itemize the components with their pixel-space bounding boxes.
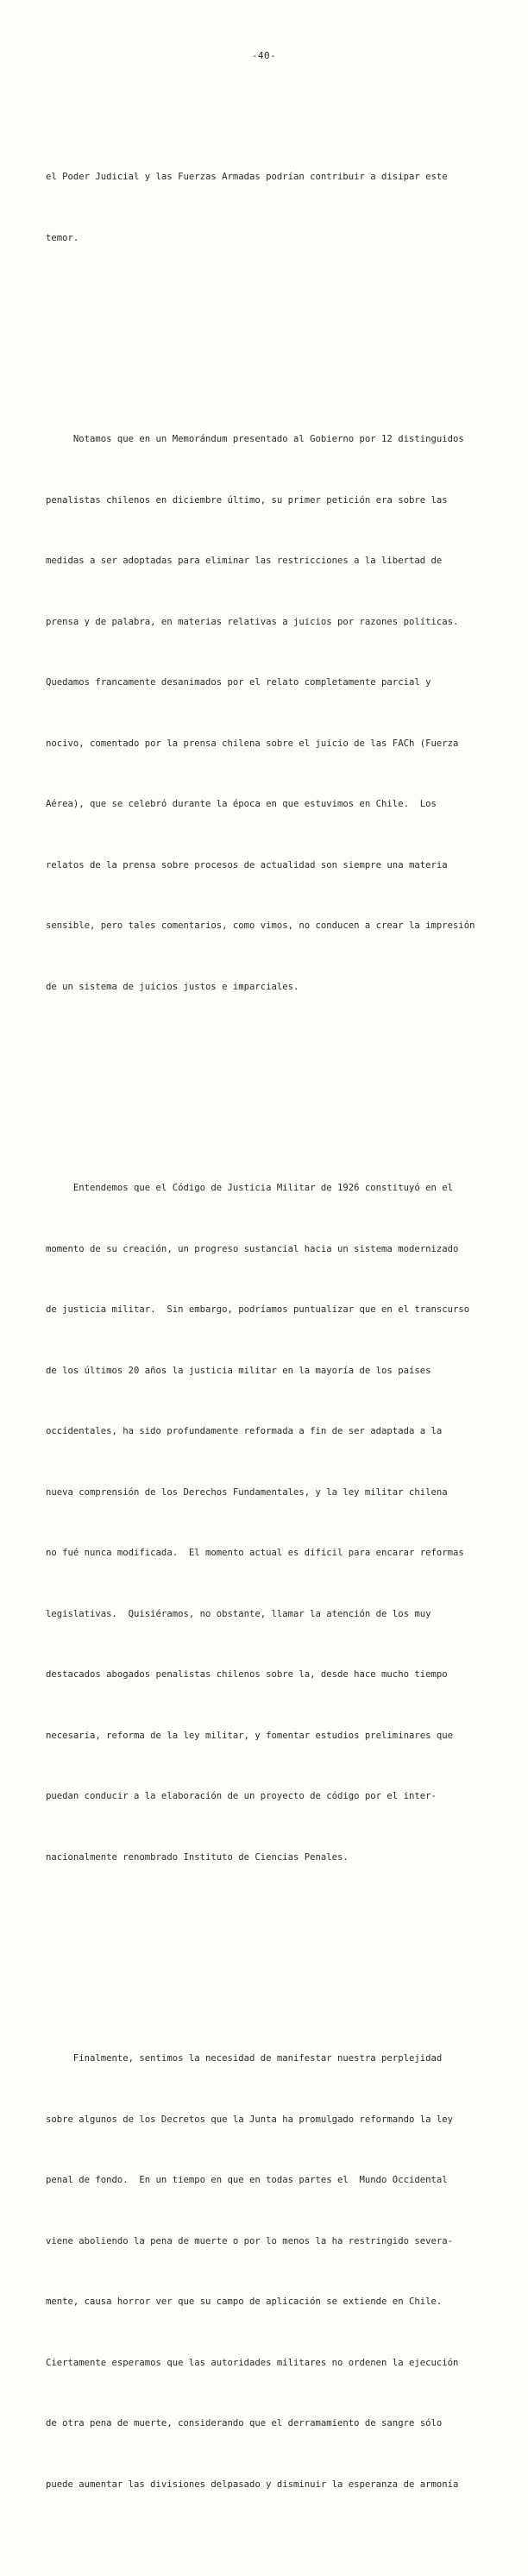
text-line: no fué nunca modificada. El momento actual es difícil para encarar reformas (46, 1548, 464, 1558)
text-line: penal de fondo. En un tiempo en que en todas partes el Mundo Occidental (46, 2175, 448, 2185)
text-line: Ciertamente esperamos que las autoridades militares no ordenen la ejecución (46, 2357, 459, 2368)
text-line: occidentales, ha sido profundamente reformada a fin de ser adaptada a la (46, 1426, 443, 1436)
text-line: Aérea), que se celebró durante la época en que estuvimos en Chile. Los (46, 799, 437, 809)
text-line: nueva comprensión de los Derechos Fundamentales, y la ley militar chilena (46, 1486, 448, 1498)
text-line: el Poder Judicial y las Fuerzas Armadas podrían contribuir a disipar este (46, 172, 448, 182)
text-line: momento de su creación, un progreso sustancial hacia un sistema modernizado (46, 1243, 459, 1254)
text-line: temor. (46, 232, 79, 243)
text-line: necesaria, reforma de la ley militar, y fomentar estudios preliminares que (46, 1730, 453, 1741)
text-line: destacados abogados penalistas chilenos sobre la, desde hace mucho tiempo (46, 1669, 448, 1680)
text-line: prensa y de palabra, en materias relativas a juicios por razones políticas. (46, 616, 459, 627)
text-line: penalistas chilenos en diciembre último, su primer petición era sobre las (46, 494, 448, 506)
text-line: sensible, pero tales comentarios, como vimos, no conducen a crear la impresión (46, 920, 475, 931)
text-line: nocivo, comentado por la prensa chilena sobre el juicio de las FACh (Fuerza (46, 738, 459, 749)
paragraph-4 (46, 2008, 494, 2535)
paragraph-1 (46, 127, 494, 289)
paragraph-2 (46, 389, 494, 1038)
text-line: puede aumentar las divisiones delpasado y disminuir la esperanza de armonía (46, 2479, 459, 2490)
text-line: viene aboliendo la pena de muerte o por lo menos la ha restringido severa- (46, 2235, 453, 2246)
text-line: nacionalmente renombrado Instituto de Ciencias Penales. (46, 1851, 349, 1863)
text-line: relatos de la prensa sobre procesos de actualidad son siempre una materia (46, 859, 448, 870)
text-line: legislativas. Quisiéramos, no obstante, llamar la atención de los muy (46, 1608, 431, 1619)
body-text (46, 86, 494, 2576)
text-line: Notamos que en un Memorándum presentado al Gobierno por 12 distinguidos (46, 434, 464, 444)
text-line: mente, causa horror ver que su campo de aplicación se extiende en Chile. (46, 2296, 443, 2307)
text-line: Finalmente, sentimos la necesidad de manifestar nuestra perplejidad (46, 2053, 443, 2064)
text-line: de otra pena de muerte, considerando que el derramamiento de sangre sólo (46, 2418, 443, 2428)
text-line: de justicia militar. Sin embargo, podríamos puntualizar que en el transcurso (46, 1304, 470, 1315)
text-line: de un sistema de juicios justos e imparciales. (46, 981, 299, 992)
page-number: -40- (251, 50, 277, 61)
text-line: puedan conducir a la elaboración de un proyecto de código por el inter- (46, 1791, 437, 1801)
text-line: Quedamos francamente desanimados por el relato completamente parcial y (46, 677, 431, 688)
text-line: medidas a ser adoptadas para eliminar las restricciones a la libertad de (46, 556, 443, 566)
text-line: sobre algunos de los Decretos que la Junta ha promulgado reformando la ley (46, 2114, 453, 2125)
text-line: Entendemos que el Código de Justicia Militar de 1926 constituyó en el (46, 1183, 453, 1193)
text-line: de los últimos 20 años la justicia militar en la mayoría de los países (46, 1365, 431, 1376)
paragraph-3 (46, 1138, 494, 1908)
